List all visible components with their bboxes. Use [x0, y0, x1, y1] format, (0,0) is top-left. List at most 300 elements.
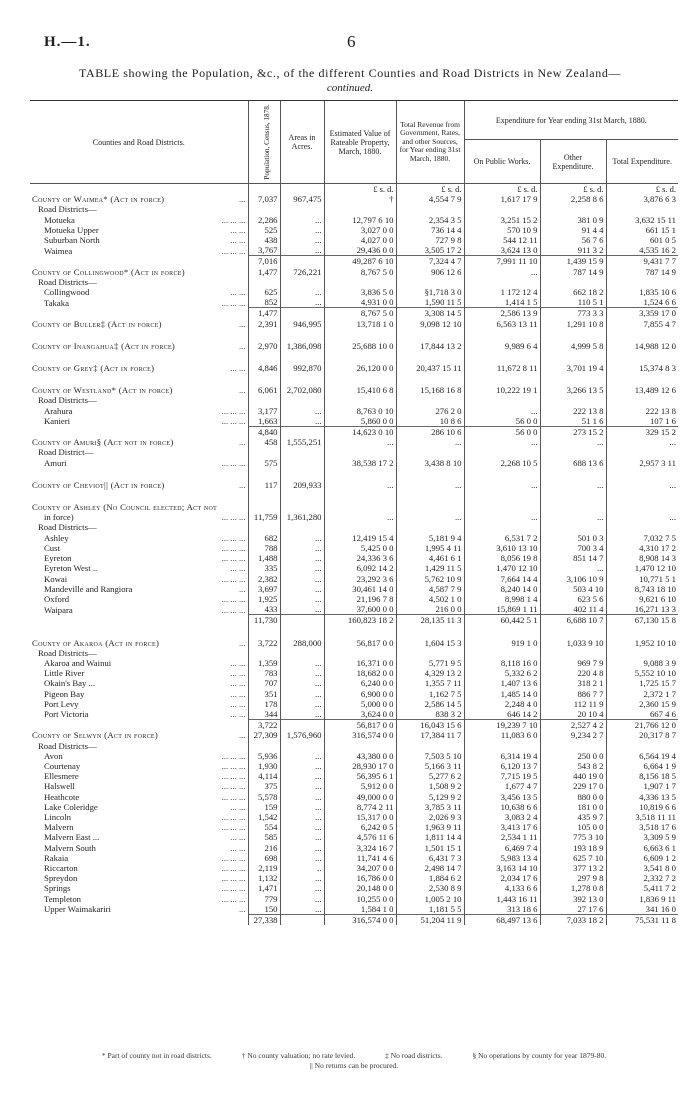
district-name-cell: [30, 638, 248, 648]
total-expenditure-cell: [606, 204, 678, 214]
spacer-cell: [396, 626, 464, 638]
revenue-cell: 3,785 3 11: [396, 802, 464, 812]
district-name: Heathcote: [44, 791, 80, 802]
population-cell: 554: [248, 822, 280, 832]
area-cell: ...: [280, 416, 324, 427]
district-name: County of Amuri§ (Act not in force): [32, 437, 174, 448]
header-population-text: Population, Census, 1878.: [262, 104, 271, 180]
spacer-cell: [280, 329, 324, 341]
leader-dots: ... ...: [230, 842, 246, 853]
rateable-cell: 3,324 16 7: [324, 843, 396, 853]
other-expenditure-cell: 969 7 9: [540, 658, 606, 668]
revenue-cell: ...: [396, 480, 464, 490]
public-works-cell: 1,617 17 9: [464, 194, 540, 204]
other-expenditure-cell: 787 14 9: [540, 267, 606, 277]
revenue-cell: 1,995 4 11: [396, 543, 464, 553]
district-name: Port Victoria: [44, 709, 89, 720]
other-expenditure-cell: 1,439 15 9: [540, 256, 606, 267]
leader-dots: ... ... ...: [221, 214, 246, 225]
district-name: Ashley: [44, 532, 69, 543]
district-name: Arahura: [44, 405, 73, 416]
area-cell: [280, 915, 324, 926]
area-cell: 288,000: [280, 638, 324, 648]
district-name: Motueka Upper: [44, 224, 99, 235]
area-cell: ...: [280, 761, 324, 771]
population-cell: [248, 522, 280, 532]
population-cell: 5,936: [248, 751, 280, 761]
district-row: [30, 863, 678, 873]
public-works-cell: 1,414 1 5: [464, 297, 540, 308]
leader-dots: ...: [238, 730, 246, 741]
population-cell: 7,016: [248, 256, 280, 267]
district-name-cell: [30, 287, 248, 297]
header-population: [248, 101, 280, 184]
other-expenditure-cell: 297 9 8: [540, 873, 606, 883]
district-name: Road Districts—: [38, 522, 97, 533]
district-row: [30, 533, 678, 543]
public-works-cell: 68,497 13 6: [464, 915, 540, 926]
district-name-cell: [30, 512, 248, 522]
public-works-cell: [464, 447, 540, 457]
district-name-cell: [30, 822, 248, 832]
area-cell: [280, 458, 324, 468]
revenue-cell: 1,162 7 5: [396, 689, 464, 699]
other-expenditure-cell: 662 18 2: [540, 287, 606, 297]
district-name-cell: [30, 812, 248, 822]
area-cell: ...: [280, 709, 324, 720]
leader-dots: ... ... ...: [221, 811, 246, 822]
population-cell: 216: [248, 843, 280, 853]
population-cell: 344: [248, 709, 280, 720]
footnote: † No county valuation; no rate levied.: [241, 1051, 356, 1060]
rateable-cell: 20,148 0 0: [324, 883, 396, 893]
population-cell: 11,730: [248, 615, 280, 626]
area-cell: ...: [280, 594, 324, 604]
other-expenditure-cell: 1,291 10 8: [540, 319, 606, 329]
population-cell: 585: [248, 832, 280, 842]
area-cell: ...: [280, 699, 324, 709]
population-cell: 27,309: [248, 730, 280, 740]
district-name: Eyreton: [44, 553, 72, 564]
spacer-cell: [30, 468, 248, 480]
unit-labels: £ s. d.: [517, 184, 538, 194]
public-works-cell: 56 0 0: [464, 416, 540, 427]
district-name-cell: [30, 771, 248, 781]
other-expenditure-cell: 440 19 0: [540, 771, 606, 781]
revenue-cell: 17,384 11 7: [396, 730, 464, 740]
revenue-cell: 1,811 14 4: [396, 832, 464, 842]
population-table: [30, 100, 678, 925]
area-cell: 1,555,251: [280, 437, 324, 447]
district-name: Malvern South: [44, 842, 96, 853]
district-name-cell: [30, 730, 248, 740]
leader-dots: ... ...: [230, 801, 246, 812]
area-cell: ...: [280, 843, 324, 853]
revenue-cell: 2,498 14 7: [396, 863, 464, 873]
district-name-cell: [30, 802, 248, 812]
district-name-cell: [30, 385, 248, 395]
unit-labels: £ s. d.: [373, 184, 394, 194]
district-name-cell: [30, 699, 248, 709]
total-expenditure-cell: 75,531 11 8: [606, 915, 678, 926]
total-expenditure-cell: [606, 447, 678, 457]
area-cell: 946,995: [280, 319, 324, 329]
district-name-cell: [30, 853, 248, 863]
public-works-cell: ...: [464, 480, 540, 490]
district-row: [30, 543, 678, 553]
district-name-cell: [30, 648, 248, 658]
section-label-row: [30, 204, 678, 214]
district-row: [30, 512, 678, 522]
rateable-cell: [324, 447, 396, 457]
area-cell: 1,361,280: [280, 512, 324, 522]
district-name-cell: [30, 894, 248, 904]
area-cell: ...: [280, 533, 324, 543]
district-row: [30, 751, 678, 761]
leader-dots: ... ... ...: [221, 416, 246, 427]
rateable-cell: ...: [324, 437, 396, 447]
district-row: [30, 553, 678, 563]
rateable-cell: 49,287 6 10: [324, 256, 396, 267]
other-expenditure-cell: 688 13 6: [540, 458, 606, 468]
rateable-cell: 10,255 0 0: [324, 894, 396, 904]
district-name: County of Akaroa (Act in force): [32, 637, 160, 648]
spacer-row: [30, 329, 678, 341]
other-expenditure-cell: 1,278 0 8: [540, 883, 606, 893]
rateable-cell: 30,461 14 0: [324, 584, 396, 594]
population-cell: 779: [248, 894, 280, 904]
leader-dots: ... ...: [230, 709, 246, 720]
spacer-cell: [324, 329, 396, 341]
rateable-cell: 37,600 0 0: [324, 604, 396, 615]
public-works-cell: 3,610 13 10: [464, 543, 540, 553]
district-name-cell: [30, 873, 248, 883]
district-name-cell: [30, 267, 248, 277]
population-cell: 1,930: [248, 761, 280, 771]
revenue-cell: 1,590 11 5: [396, 297, 464, 308]
rateable-cell: 12,797 6 10: [324, 215, 396, 225]
total-expenditure-cell: 3,359 17 0: [606, 308, 678, 319]
district-name: Kowai: [44, 573, 68, 584]
public-works-cell: 6,120 13 7: [464, 761, 540, 771]
public-works-cell: 8,998 1 4: [464, 594, 540, 604]
district-row: [30, 761, 678, 771]
spacer-cell: [280, 373, 324, 385]
area-cell: ...: [280, 689, 324, 699]
revenue-cell: 2,530 8 9: [396, 883, 464, 893]
other-expenditure-cell: 105 0 0: [540, 822, 606, 832]
population-cell: 682: [248, 533, 280, 543]
revenue-cell: [396, 204, 464, 214]
district-row: [30, 699, 678, 709]
district-name: Road Districts—: [38, 647, 97, 658]
county-row: [30, 341, 678, 351]
area-cell: ...: [280, 751, 324, 761]
rateable-cell: 16,371 0 0: [324, 658, 396, 668]
spacer-cell: [324, 626, 396, 638]
district-name: County of Collingwood* (Act in force): [32, 266, 185, 277]
area-cell: ...: [280, 584, 324, 594]
district-name-cell: [30, 194, 248, 204]
leader-dots: ... ... ...: [221, 593, 246, 604]
leader-dots: ... ... ...: [221, 457, 246, 468]
other-expenditure-cell: 402 11 4: [540, 604, 606, 615]
district-row: [30, 658, 678, 668]
spacer-row: [30, 490, 678, 502]
population-cell: 783: [248, 668, 280, 678]
area-cell: ...: [280, 822, 324, 832]
other-expenditure-cell: [540, 648, 606, 658]
public-works-cell: 5,332 6 2: [464, 668, 540, 678]
rateable-cell: 34,207 0 0: [324, 863, 396, 873]
spacer-cell: [280, 626, 324, 638]
district-name-cell: [30, 416, 248, 427]
revenue-cell: 286 10 6: [396, 427, 464, 438]
public-works-cell: 7,991 11 10: [464, 256, 540, 267]
population-cell: 2,382: [248, 574, 280, 584]
district-name-cell: [30, 437, 248, 447]
revenue-cell: 1,005 2 10: [396, 894, 464, 904]
county-row: [30, 730, 678, 740]
total-expenditure-cell: 7,032 7 5: [606, 533, 678, 543]
district-name: County of Inangahua‡ (Act in force): [32, 340, 176, 351]
population-cell: 2,286: [248, 215, 280, 225]
rateable-cell: 28,930 17 0: [324, 761, 396, 771]
rateable-cell: 8,767 5 0: [324, 308, 396, 319]
other-expenditure-cell: 700 3 4: [540, 543, 606, 553]
population-cell: 11,759: [248, 512, 280, 522]
rateable-cell: 11,741 4 6: [324, 853, 396, 863]
revenue-cell: 2,026 9 3: [396, 812, 464, 822]
population-cell: 159: [248, 802, 280, 812]
district-name-cell: [30, 522, 248, 532]
rateable-cell: 1,584 1 0: [324, 904, 396, 915]
other-expenditure-cell: 181 0 0: [540, 802, 606, 812]
revenue-cell: 10 8 6: [396, 416, 464, 427]
public-works-cell: 3,413 17 6: [464, 822, 540, 832]
district-row: [30, 904, 678, 915]
area-cell: [280, 720, 324, 731]
other-expenditure-cell: 4,999 5 8: [540, 341, 606, 351]
district-name-cell: [30, 709, 248, 720]
public-works-cell: 3,083 2 4: [464, 812, 540, 822]
area-cell: ...: [280, 543, 324, 553]
area-cell: ...: [280, 812, 324, 822]
area-cell: ...: [280, 771, 324, 781]
total-expenditure-cell: 3,309 5 9: [606, 832, 678, 842]
units-cell: [540, 184, 606, 195]
spacer-cell: [280, 351, 324, 363]
total-expenditure-cell: 6,663 6 1: [606, 843, 678, 853]
district-name: Halswell: [44, 781, 75, 792]
other-expenditure-cell: 886 7 7: [540, 689, 606, 699]
district-name-cell: [30, 447, 248, 457]
area-cell: 726,221: [280, 267, 324, 277]
district-name: Waipara: [44, 604, 73, 615]
district-name-cell: [30, 297, 248, 308]
population-cell: 1,359: [248, 658, 280, 668]
area-cell: [280, 615, 324, 626]
population-cell: 1,132: [248, 873, 280, 883]
spacer-cell: [30, 329, 248, 341]
spacer-cell: [464, 373, 540, 385]
spacer-cell: [324, 490, 396, 502]
rateable-cell: [324, 502, 396, 512]
header-public-works: On Public Works.: [464, 140, 540, 184]
district-row: [30, 574, 678, 584]
area-cell: [280, 277, 324, 287]
revenue-cell: [396, 447, 464, 457]
spacer-cell: [540, 329, 606, 341]
spacer-cell: [30, 351, 248, 363]
revenue-cell: 5,771 9 5: [396, 658, 464, 668]
spacer-cell: [324, 468, 396, 480]
district-row: [30, 297, 678, 308]
area-cell: ...: [280, 894, 324, 904]
other-expenditure-cell: 250 0 0: [540, 751, 606, 761]
total-expenditure-cell: 6,609 1 2: [606, 853, 678, 863]
district-row: [30, 832, 678, 842]
total-expenditure-cell: 1,952 10 10: [606, 638, 678, 648]
area-cell: ...: [280, 225, 324, 235]
revenue-cell: 1,508 9 2: [396, 781, 464, 791]
other-expenditure-cell: 1,033 9 10: [540, 638, 606, 648]
area-cell: ...: [280, 668, 324, 678]
other-expenditure-cell: 110 5 1: [540, 297, 606, 308]
other-expenditure-cell: 220 4 8: [540, 668, 606, 678]
population-cell: 3,177: [248, 406, 280, 416]
other-expenditure-cell: 623 5 6: [540, 594, 606, 604]
total-expenditure-cell: [606, 502, 678, 512]
population-cell: 4,114: [248, 771, 280, 781]
other-expenditure-cell: [540, 502, 606, 512]
population-cell: 335: [248, 563, 280, 573]
area-cell: ...: [280, 883, 324, 893]
leader-dots: ... ... ...: [221, 750, 246, 761]
rateable-cell: †: [324, 194, 396, 204]
other-expenditure-cell: 27 17 6: [540, 904, 606, 915]
revenue-cell: 4,554 7 9: [396, 194, 464, 204]
public-works-cell: 1,407 13 6: [464, 678, 540, 688]
revenue-cell: 1,604 15 3: [396, 638, 464, 648]
district-name: Road Districts—: [38, 740, 97, 751]
total-expenditure-cell: ...: [606, 512, 678, 522]
leader-dots: ... ... ...: [221, 297, 246, 308]
spacer-cell: [248, 329, 280, 341]
district-name: Eyreton West ..: [44, 563, 98, 574]
district-row: [30, 792, 678, 802]
spacer-cell: [540, 351, 606, 363]
rateable-cell: [324, 204, 396, 214]
district-name-cell: [30, 720, 248, 731]
rateable-cell: 316,574 0 0: [324, 915, 396, 926]
leader-dots: ... ... ...: [221, 873, 246, 884]
district-name-cell: [30, 883, 248, 893]
public-works-cell: 5,983 13 4: [464, 853, 540, 863]
spacer-cell: [464, 468, 540, 480]
total-expenditure-cell: 9,621 6 10: [606, 594, 678, 604]
header-expenditure: Expenditure for Year ending 31st March, 1880.: [464, 101, 678, 140]
total-expenditure-cell: 7,855 4 7: [606, 319, 678, 329]
district-name-cell: [30, 277, 248, 287]
other-expenditure-cell: [540, 204, 606, 214]
leader-dots: ... ...: [230, 832, 246, 843]
leader-dots: ... ...: [230, 363, 246, 374]
units-row: [30, 184, 678, 195]
total-expenditure-cell: 13,489 12 6: [606, 385, 678, 395]
revenue-cell: 906 12 6: [396, 267, 464, 277]
leader-dots: ...: [238, 583, 246, 594]
population-cell: [248, 277, 280, 287]
rateable-cell: 4,931 0 0: [324, 297, 396, 308]
public-works-cell: 10,222 19 1: [464, 385, 540, 395]
district-row: [30, 406, 678, 416]
county-row: [30, 638, 678, 648]
other-expenditure-cell: 625 7 10: [540, 853, 606, 863]
footnote: ‡ No road districts.: [385, 1051, 443, 1060]
public-works-cell: 6,563 13 11: [464, 319, 540, 329]
total-expenditure-cell: 6,564 19 4: [606, 751, 678, 761]
other-expenditure-cell: 9,234 2 7: [540, 730, 606, 740]
district-name: Takaka: [44, 297, 69, 308]
total-expenditure-cell: 5,552 10 10: [606, 668, 678, 678]
district-name: Lincoln: [44, 811, 72, 822]
population-cell: 1,477: [248, 267, 280, 277]
district-name-cell: [30, 863, 248, 873]
public-works-cell: 1,677 4 7: [464, 781, 540, 791]
total-expenditure-cell: ...: [606, 437, 678, 447]
population-cell: 438: [248, 235, 280, 245]
other-expenditure-cell: 435 9 7: [540, 812, 606, 822]
total-expenditure-cell: [606, 395, 678, 405]
district-name-cell: [30, 363, 248, 373]
population-cell: [248, 204, 280, 214]
rateable-cell: 15,410 6 8: [324, 385, 396, 395]
rateable-cell: 13,718 1 0: [324, 319, 396, 329]
area-cell: ...: [280, 832, 324, 842]
area-cell: ..: [280, 863, 324, 873]
population-cell: 7,037: [248, 194, 280, 204]
population-cell: 3,722: [248, 720, 280, 731]
revenue-cell: 6,431 7 3: [396, 853, 464, 863]
revenue-cell: ...: [396, 512, 464, 522]
district-name: Malvern East ...: [44, 832, 100, 843]
district-row: [30, 883, 678, 893]
district-row: [30, 416, 678, 427]
district-name: Road Districts—: [38, 276, 97, 287]
district-name-cell: [30, 502, 248, 512]
section-label-row: [30, 648, 678, 658]
district-name: County of Westland* (Act in force): [32, 385, 173, 396]
total-expenditure-cell: 1,470 12 10: [606, 563, 678, 573]
population-cell: 1,925: [248, 594, 280, 604]
district-name-cell: [30, 741, 248, 751]
revenue-cell: 1,501 15 1: [396, 843, 464, 853]
other-expenditure-cell: ...: [540, 480, 606, 490]
district-row: [30, 812, 678, 822]
area-cell: ...: [280, 658, 324, 668]
spacer-cell: [540, 626, 606, 638]
other-expenditure-cell: [540, 522, 606, 532]
district-row: [30, 458, 678, 468]
spacer-cell: [396, 468, 464, 480]
population-cell: 852: [248, 297, 280, 308]
area-cell: [280, 502, 324, 512]
total-expenditure-cell: 667 4 6: [606, 709, 678, 720]
district-name: Cust: [44, 542, 60, 553]
spacer-row: [30, 373, 678, 385]
area-cell: [280, 522, 324, 532]
